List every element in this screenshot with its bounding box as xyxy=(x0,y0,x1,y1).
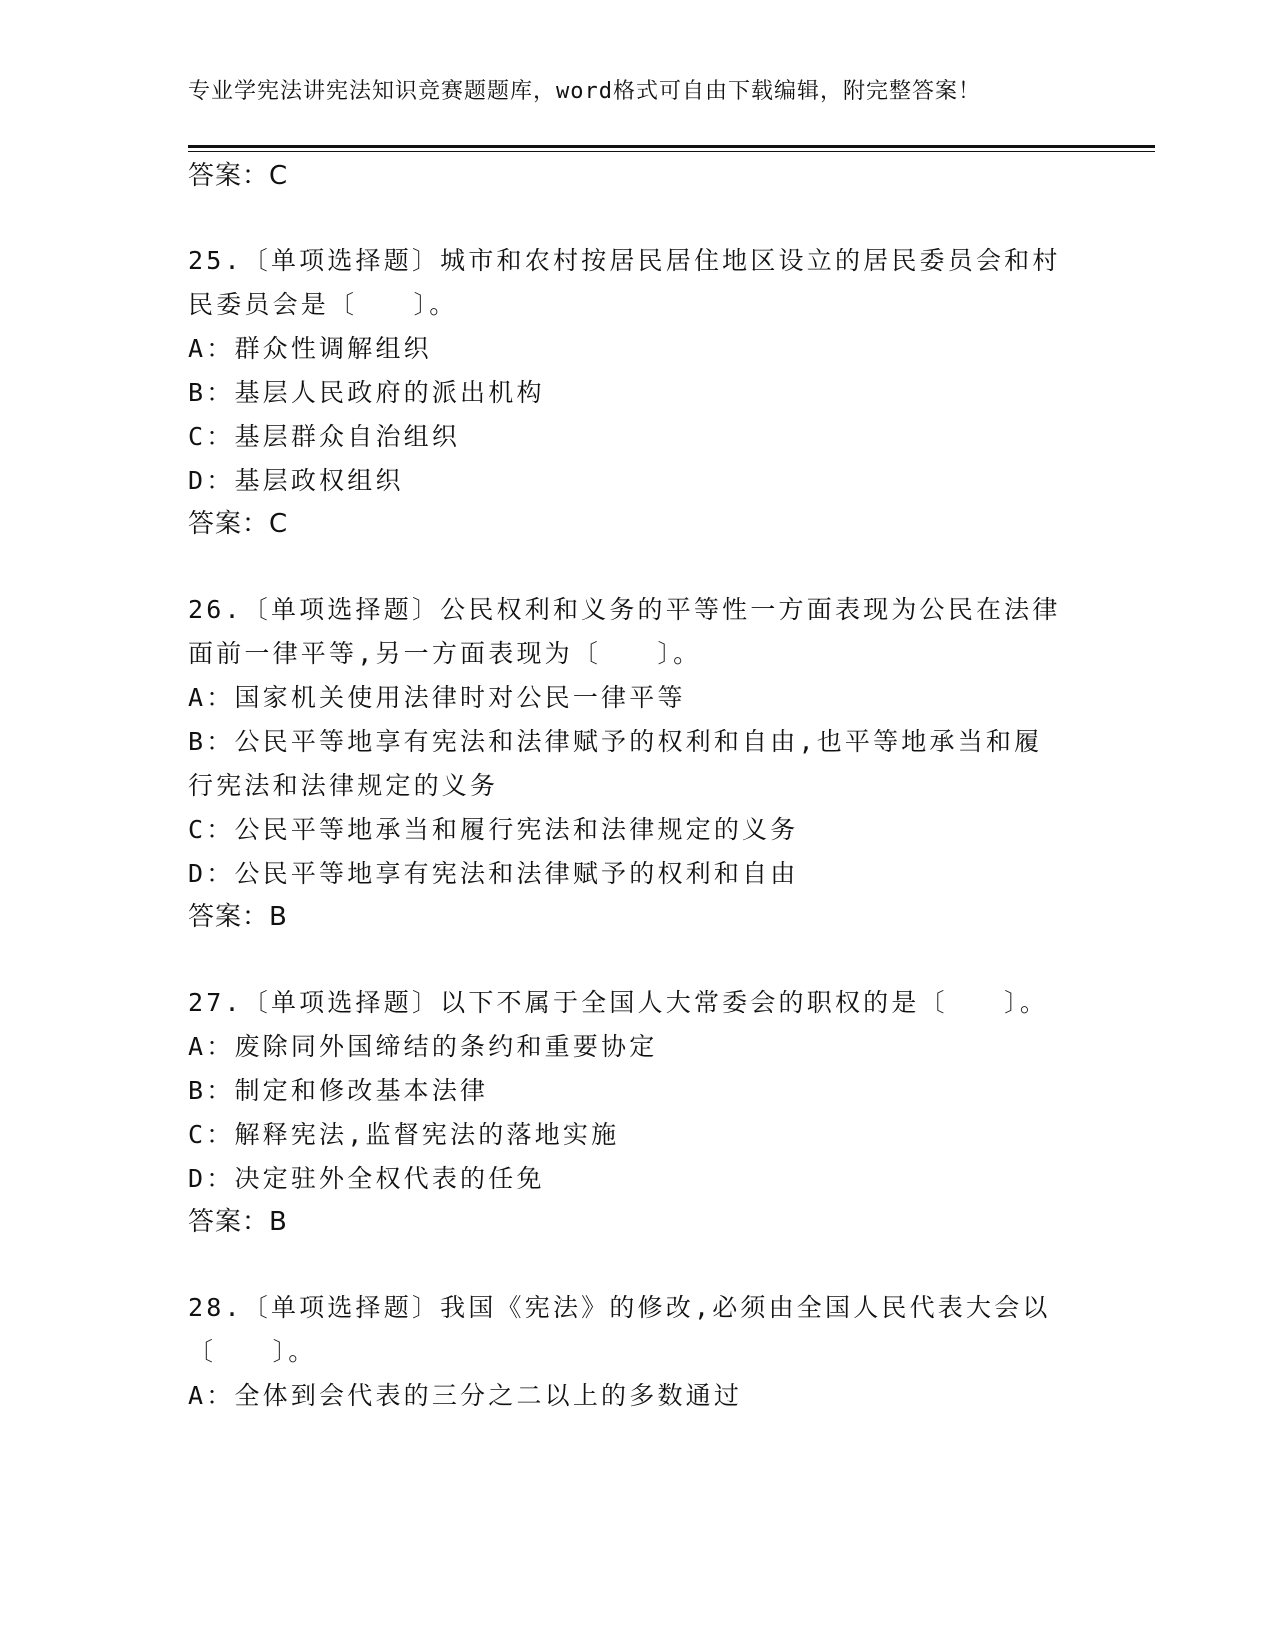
question-stem: 民委员会是〔 〕。 xyxy=(188,290,458,319)
question-option: B：制定和修改基本法律 xyxy=(188,1076,489,1105)
answer-line: 答案：C xyxy=(188,509,289,539)
header-rule-thin xyxy=(188,151,1155,152)
question-stem: 27.〔单项选择题〕以下不属于全国人大常委会的职权的是〔 〕。 xyxy=(188,988,1049,1017)
question-option: C：基层群众自治组织 xyxy=(188,422,461,451)
question-option: B：基层人民政府的派出机构 xyxy=(188,378,545,407)
question-stem: 28.〔单项选择题〕我国《宪法》的修改,必须由全国人民代表大会以 xyxy=(188,1293,1051,1322)
question-option: A：群众性调解组织 xyxy=(188,334,432,363)
question-option: 行宪法和法律规定的义务 xyxy=(188,771,499,800)
question-option: C：解释宪法,监督宪法的落地实施 xyxy=(188,1120,620,1149)
question-option: A：废除同外国缔结的条约和重要协定 xyxy=(188,1032,658,1061)
question-option: D：公民平等地享有宪法和法律赋予的权利和自由 xyxy=(188,859,799,888)
header-rule-thick xyxy=(188,145,1155,148)
question-option: D：基层政权组织 xyxy=(188,466,404,495)
answer-line: 答案：B xyxy=(188,902,288,932)
question-stem: 26.〔单项选择题〕公民权利和义务的平等性一方面表现为公民在法律 xyxy=(188,595,1061,624)
page-header: 专业学宪法讲宪法知识竞赛题题库，word格式可自由下载编辑，附完整答案！ xyxy=(188,79,981,104)
answer-line: 答案：C xyxy=(188,161,289,191)
question-stem: 25.〔单项选择题〕城市和农村按居民居住地区设立的居民委员会和村 xyxy=(188,246,1061,275)
question-option: A：全体到会代表的三分之二以上的多数通过 xyxy=(188,1381,743,1410)
question-stem: 面前一律平等,另一方面表现为〔 〕。 xyxy=(188,639,702,668)
answer-line: 答案：B xyxy=(188,1207,288,1237)
question-option: B：公民平等地享有宪法和法律赋予的权利和自由,也平等地承当和履 xyxy=(188,727,1043,756)
question-option: C：公民平等地承当和履行宪法和法律规定的义务 xyxy=(188,815,799,844)
question-option: A：国家机关使用法律时对公民一律平等 xyxy=(188,683,686,712)
question-stem: 〔 〕。 xyxy=(188,1337,317,1366)
question-option: D：决定驻外全权代表的任免 xyxy=(188,1164,545,1193)
